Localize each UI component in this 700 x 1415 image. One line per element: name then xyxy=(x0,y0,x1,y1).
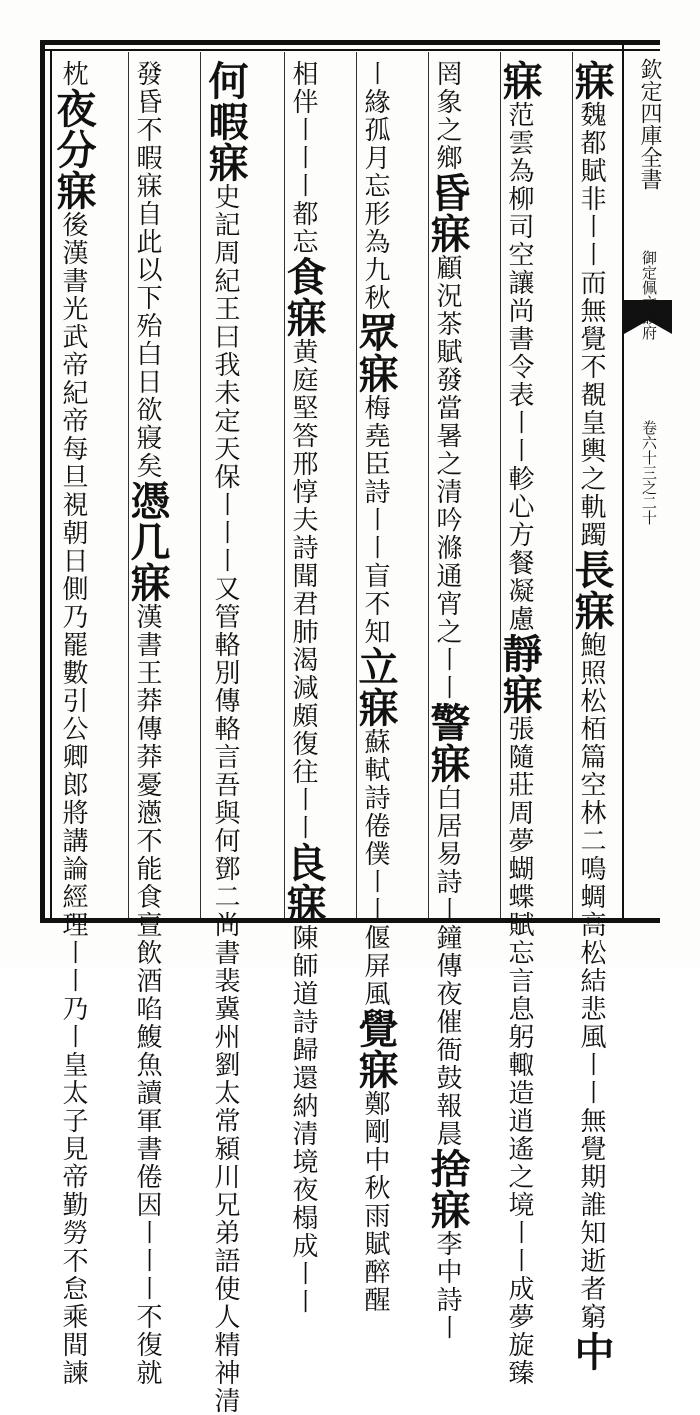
entry-text: 蘇軾詩倦僕〡〡偃屏風 xyxy=(360,728,390,1008)
headword: 夜分寐 xyxy=(50,88,97,211)
entry-text: 相伴〡〡〡都忘 xyxy=(288,60,318,256)
headword: 良寐 xyxy=(280,842,327,924)
entry-text: 梅堯臣詩〡〡盲不知 xyxy=(360,394,390,646)
headword: 警寐 xyxy=(424,702,471,784)
column-rule xyxy=(572,52,573,918)
column-rule xyxy=(500,52,501,918)
headword: 立寐 xyxy=(352,646,399,728)
entry-text: 張隨莊周夢蝴蝶賦忘言息躬輙造逍遙之境〡〡成夢旋臻 xyxy=(504,715,534,1387)
text-column-6 xyxy=(202,60,249,1415)
text-column-8 xyxy=(50,60,97,1387)
column-rule xyxy=(200,52,201,918)
entry-text: 後漢書光武帝紀帝每旦視朝日側乃罷數引公卿郎將講論經理〡〡乃〡皇太子見帝勤勞不怠乘間諫 xyxy=(58,211,88,1387)
headword: 中 xyxy=(568,1331,615,1372)
headword: 覺寐 xyxy=(352,1008,399,1090)
column-rule xyxy=(284,52,285,918)
frame-top-rule xyxy=(40,40,660,45)
headword: 眾寐 xyxy=(352,312,399,394)
text-column-3 xyxy=(424,60,471,1342)
entry-text: 陳師道詩歸還納清境夜榻成〡〡 xyxy=(288,924,318,1316)
entry-text: 鮑照松栢篇空林二鳴蜩高松結悲風〡〡無覺期誰知逝者窮 xyxy=(576,631,606,1331)
entry-text: 范雲為柳司空讓尚書令表〡〡軫心方餐凝慮 xyxy=(504,101,534,633)
entry-text: 漢書王莽傳莽憂懣不能食亶飲酒啗鰒魚讀軍書倦因〡〡〡不復就 xyxy=(132,603,162,1387)
text-column-4 xyxy=(352,60,399,1314)
headword: 憑几寐 xyxy=(124,480,171,603)
entry-text: 顧況茶賦發當暑之清吟滌通宵之〡〡 xyxy=(432,254,462,702)
headword: 寐 xyxy=(568,60,615,101)
headword: 食寐 xyxy=(280,256,327,338)
text-column-7 xyxy=(124,60,171,1387)
headword: 靜寐 xyxy=(496,633,543,715)
entry-text: 史記周紀王曰我未定天保〡〡〡又管輅別傳輅言吾與何鄧二尚書裴冀州劉太常潁川兄弟語使人精神清 xyxy=(210,183,240,1415)
headword: 昏寐 xyxy=(424,172,471,254)
headword: 寐 xyxy=(496,60,543,101)
headword: 長寐 xyxy=(568,549,615,631)
text-column-5 xyxy=(280,60,327,1316)
entry-text: 罔象之鄉 xyxy=(432,60,462,172)
frame-left-rule xyxy=(40,40,45,923)
headword: 捨寐 xyxy=(424,1148,471,1230)
column-rule xyxy=(356,52,357,918)
frame-top-inner-rule xyxy=(40,49,660,51)
margin-fascicle: 卷六十三之二十 xyxy=(640,420,658,525)
entry-text: 鄭剛中秋雨賦醉醒 xyxy=(360,1090,390,1314)
text-column-2 xyxy=(496,60,543,1387)
entry-text: 白居易詩〡鐘傳夜催衙鼓報晨 xyxy=(432,784,462,1148)
entry-text: 發昏不暇寐自此以下殆白日欲寢矣 xyxy=(132,60,162,480)
text-column-1 xyxy=(568,60,615,1372)
headword: 何暇寐 xyxy=(202,60,249,183)
entry-text: 〡緣孤月忘形為九秋 xyxy=(360,60,390,312)
entry-text: 魏都賦非〡〡而無覺不覩皇輿之軌躅 xyxy=(576,101,606,549)
entry-text: 李中詩〡 xyxy=(432,1230,462,1342)
margin-page-mark: 御定佩文韻府 xyxy=(640,250,658,340)
margin-book-title: 欽定四庫全書 xyxy=(637,58,662,190)
entry-text: 黄庭堅答邢惇夫詩聞君肺渴減頗復往〡〡 xyxy=(288,338,318,842)
entry-text: 枕 xyxy=(58,60,88,88)
